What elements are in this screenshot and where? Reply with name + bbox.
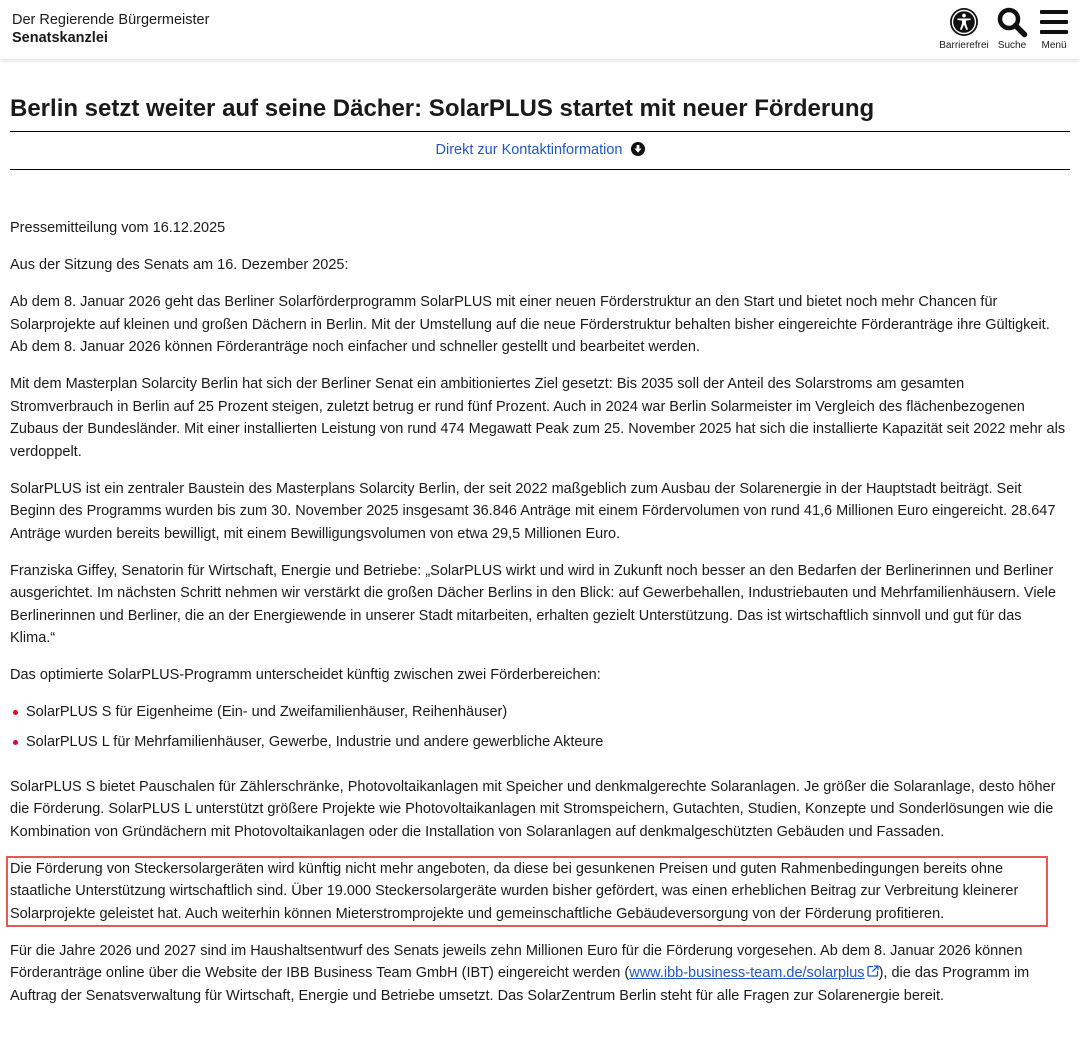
menu-button[interactable]: [1032, 6, 1076, 51]
header-tools: [936, 6, 1076, 51]
contact-jump-label: Direkt zur Kontaktinformation: [435, 142, 623, 158]
paragraph-6: SolarPLUS S bietet Pauschalen für Zählerschränke, Photovoltaikanlagen mit Speicher und denkmalgerechte Solaranlagen. Je größer die Solaranlage, desto höher die Förderung. SolarPLUS L unterstützt größere Projekte wie Photovoltaikanlagen mit Stromspeichern, Gutachten, Studien, Konzepte und Sonderlösungen wie die Kombination von Gründächern mit Photovoltaikanlagen oder die Installation von Solaranlagen auf denkmalgeschützten Gebäuden und Fassaden.: [10, 778, 1056, 840]
bullet-dot: [13, 740, 18, 745]
external-link-icon: [867, 962, 879, 985]
search-icon: [996, 6, 1028, 38]
search-button[interactable]: [992, 6, 1032, 51]
menu-icon: [1040, 6, 1068, 38]
accessibility-icon: [949, 6, 979, 38]
highlighted-paragraph: Die Förderung von Steckersolargeräten wird künftig nicht mehr angeboten, da diese bei gesunkenen Preisen und guten Rahmenbedingungen bereits ohne staatliche Unterstützung wirtschaftlich sind. Über 19.000 Steckersolargeräte wurden bisher gefördert, was einen erheblichen Beitrag zur Verbreitung kleinerer Solarprojekte geleistet hat. Auch weiterhin können Mieterstromprojekte und gemeinschaftliche Gebäudeversorgung von der Förderung profitieren.: [8, 858, 1046, 926]
paragraph-8-text-after: ), die das Programm im Auftrag der Senatsverwaltung für Wirtschaft, Energie und Betriebe umsetzt. Das SolarZentrum Berlin steht für alle Fragen zur Solarenergie bereit.: [10, 965, 1030, 1004]
site-brand[interactable]: [12, 11, 209, 47]
accessibility-label: Barrierefrei: [939, 40, 989, 51]
brand-line-1: Der Regierende Bürgermeister: [12, 12, 210, 28]
contact-jump-link[interactable]: [436, 142, 645, 158]
menu-label: Menü: [1041, 40, 1067, 51]
paragraph-3: SolarPLUS ist ein zentraler Baustein des Masterplans Solarcity Berlin, der seit 2022 maßgeblich zum Ausbau der Solarenergie in der Hauptstadt beiträgt. Seit Beginn des Programms wurden bis zum 30. November 2025 insgesamt 36.846 Anträge mit einem Fördervolumen von rund 41,6 Millionen Euro eingereicht. 28.647 Anträge wurden bereits bewilligt, mit einem Bewilligungsvolumen von etwa 29,5 Millionen Euro.: [10, 480, 1056, 542]
page-title: Berlin setzt weiter auf seine Dächer: SolarPLUS startet mit neuer Förderung: [10, 95, 1070, 132]
funding-areas-list: [10, 701, 1070, 754]
brand-line-2: Senatskanzlei: [12, 30, 108, 46]
paragraph-8: [10, 940, 1070, 1008]
bullet-dot: [13, 710, 18, 715]
article: [0, 95, 1080, 1007]
paragraph-4: Franziska Giffey, Senatorin für Wirtschaft, Energie und Betriebe: „SolarPLUS wirkt und wird in Zukunft noch besser an den Bedarfen der Berlinerinnen und Berliner ausgerichtet. Im nächsten Schritt nehmen wir verstärkt die großen Dächer Berlins in den Blick: auf Gewerbehallen, Industriebauten und Mehrfamilienhäusern. Viele Berlinerinnen und Berliner, die an der Energiewende in unserer Stadt mitarbeiten, erhalten gezielt Unterstützung. Das ist wirtschaftlich sinnvoll und gut für das Klima.“: [10, 562, 1056, 646]
press-date: Pressemitteilung vom 16.12.2025: [10, 220, 226, 236]
site-header: [0, 0, 1080, 59]
search-label: Suche: [997, 40, 1027, 51]
list-item-text: SolarPLUS S für Eigenheime (Ein- und Zweifamilienhäuser, Reihenhäuser): [26, 704, 508, 720]
arrow-down-circle-icon: [631, 134, 645, 171]
paragraph-5: Das optimierte SolarPLUS-Programm unterscheidet künftig zwischen zwei Förderbereichen:: [10, 667, 601, 683]
session-line: Aus der Sitzung des Senats am 16. Dezember 2025:: [10, 257, 349, 273]
list-item: [10, 731, 1070, 754]
list-item: [10, 701, 1070, 724]
paragraph-1: Ab dem 8. Januar 2026 geht das Berliner Solarförderprogramm SolarPLUS mit einer neuen Förderstruktur an den Start und bietet noch mehr Chancen für Solarprojekte auf kleinen und großen Dächern in Berlin. Mit der Umstellung auf die neue Förderstruktur behalten bisher eingereichte Förderanträge ihre Gültigkeit. Ab dem 8. Januar 2026 können Förderanträge noch einfacher und schneller gestellt und bearbeitet werden.: [10, 294, 1050, 355]
paragraph-8-text-before: Für die Jahre 2026 und 2027 sind im Haushaltsentwurf des Senats jeweils zehn Millionen Euro für die Förderung vorgesehen. Ab dem 8. Januar 2026 können Förderanträge online über die Website der IBB Business Team GmbH (IBT) eingereicht werden (: [10, 942, 1023, 981]
paragraph-2: Mit dem Masterplan Solarcity Berlin hat sich der Berliner Senat ein ambitioniertes Ziel gesetzt: Bis 2035 soll der Anteil des Solarstroms am gesamten Stromverbrauch in Berlin auf 25 Prozent steigen, zuletzt betrug er rund fünf Prozent. Auch in 2024 war Berlin Solarmeister im Vergleich des flächenbezogenen Zubaus der Bundesländer. Mit einer installierten Leistung von rund 474 Megawatt Peak zum 25. November 2025 hat sich die installierte Kapazität seit 2022 mehr als verdoppelt.: [10, 376, 1066, 460]
list-item-text: SolarPLUS L für Mehrfamilienhäuser, Gewerbe, Industrie und andere gewerbliche Akteure: [26, 734, 604, 750]
ibb-solarplus-link[interactable]: www.ibb-business-team.de/solarplus: [629, 965, 865, 981]
jump-row: [10, 132, 1070, 170]
accessibility-button[interactable]: [936, 6, 992, 51]
